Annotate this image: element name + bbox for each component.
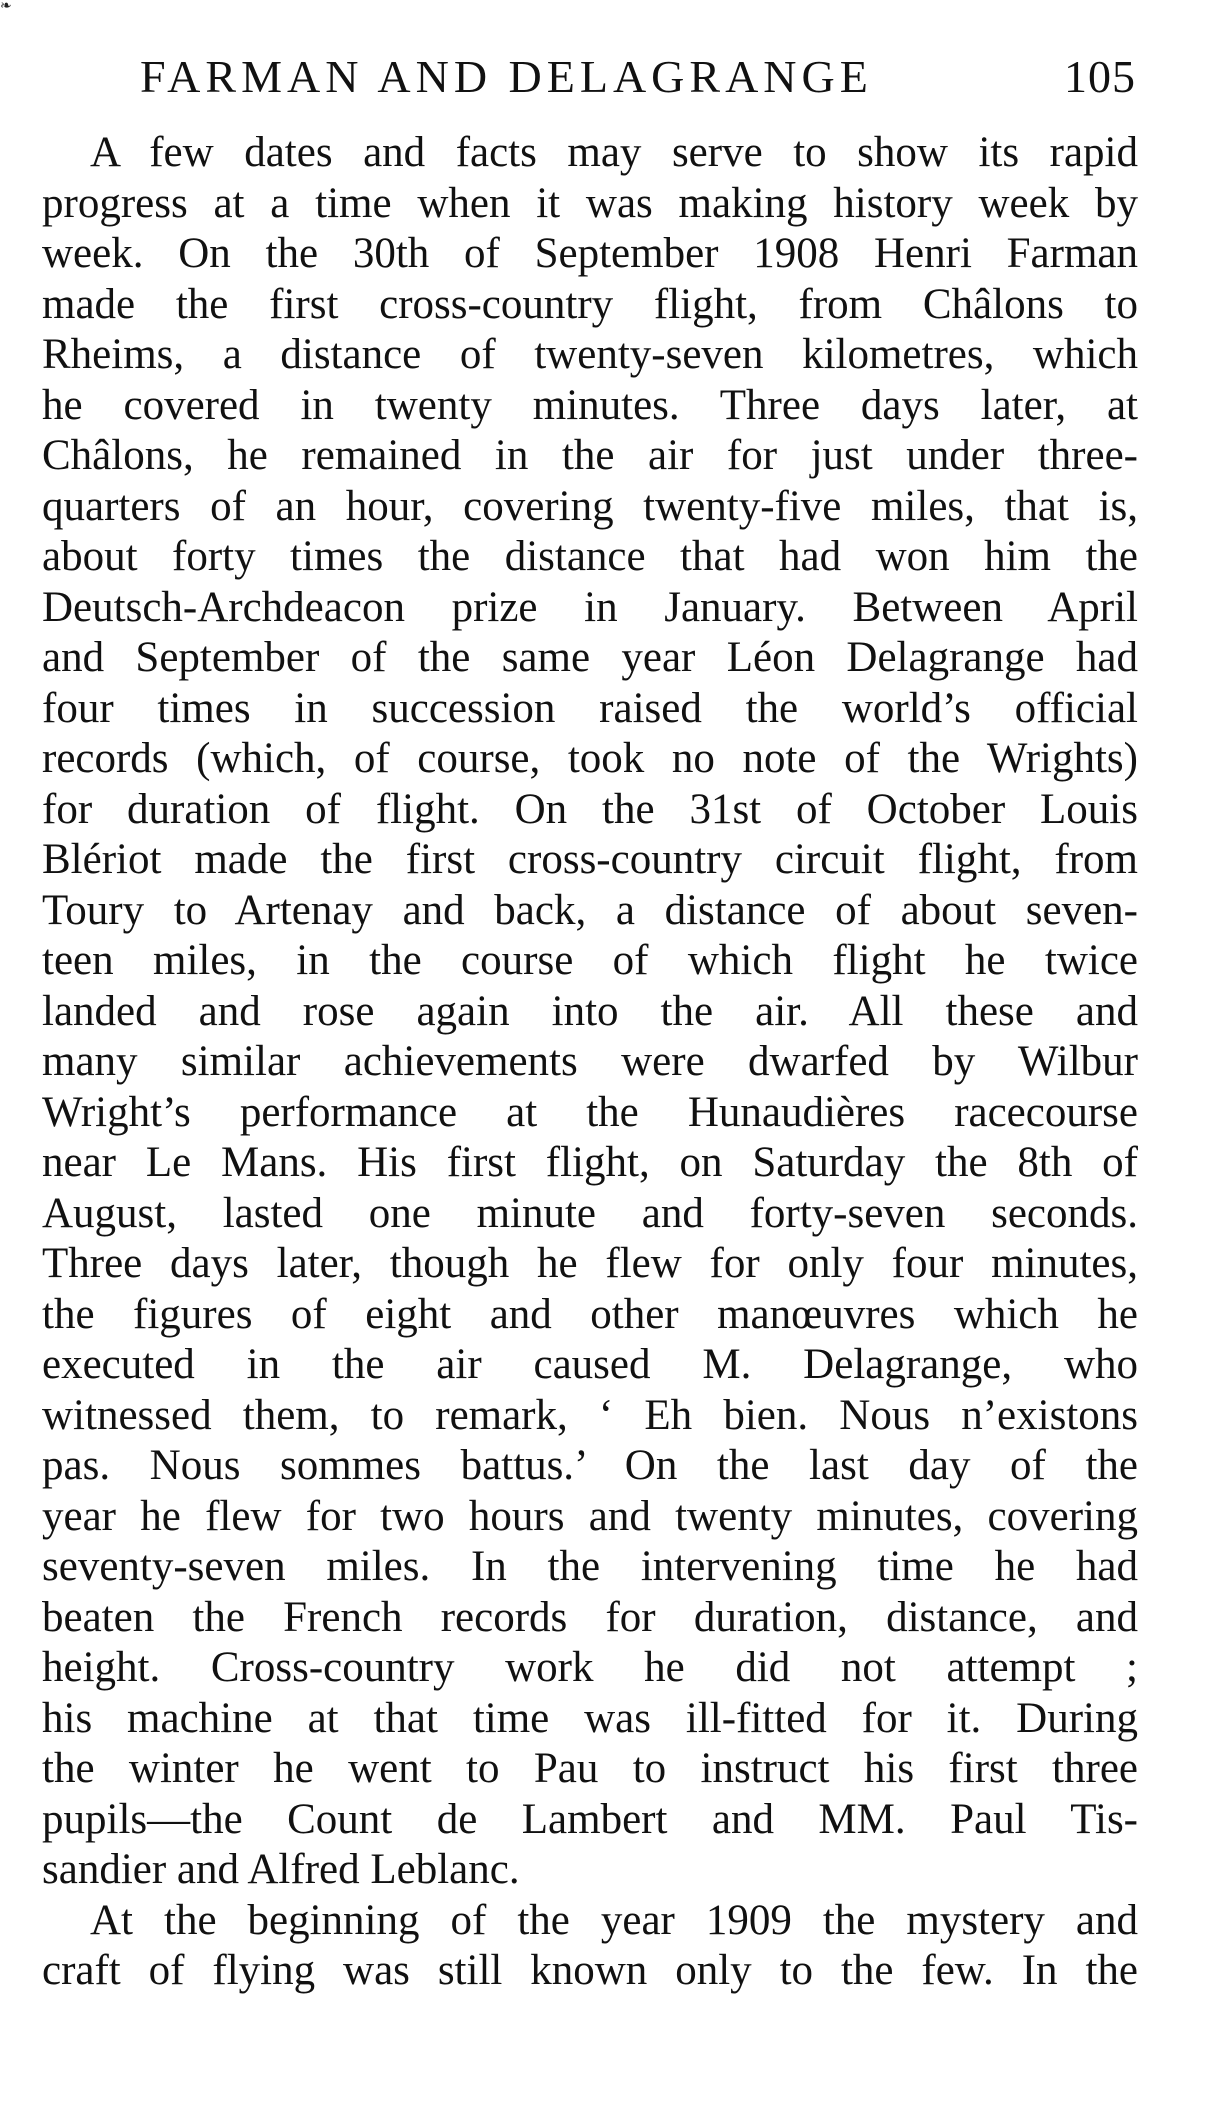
text-line: many similar achievements were dwarfed by Wilbur bbox=[42, 1038, 1138, 1085]
text-line: A few dates and facts may serve to show its rapid bbox=[90, 129, 1138, 176]
text-line: his machine at that time was ill-fitted for it. During bbox=[42, 1694, 1138, 1742]
text-line: Blériot made the first cross-country circuit flight, from bbox=[42, 836, 1138, 883]
text-line: the figures of eight and other manœuvres which he bbox=[42, 1290, 1138, 1338]
text-line: landed and rose again into the air. All these and bbox=[42, 987, 1138, 1035]
text-line: pas. Nous sommes battus.’ On the last day of the bbox=[42, 1442, 1138, 1489]
text-line: Rheims, a distance of twenty-seven kilometres, which bbox=[42, 331, 1138, 378]
text-line: quarters of an hour, covering twenty-five miles, that is, bbox=[42, 482, 1138, 530]
text-line: the winter he went to Pau to instruct his first three bbox=[42, 1745, 1138, 1792]
text-line: pupils—the Count de Lambert and MM. Paul Tis- bbox=[42, 1795, 1138, 1843]
text-line: teen miles, in the course of which flight he twice bbox=[42, 937, 1138, 984]
text-line: height. Cross-country work he did not attempt ; bbox=[42, 1644, 1138, 1691]
text-line: craft of flying was still known only to the few. In the bbox=[42, 1947, 1138, 1994]
text-line: and September of the same year Léon Delagrange had bbox=[42, 634, 1138, 681]
text-line: At the beginning of the year 1909 the mystery and bbox=[90, 1896, 1138, 1944]
text-line: Châlons, he remained in the air for just under three- bbox=[42, 432, 1138, 479]
page-number: 105 bbox=[1064, 51, 1136, 102]
text-line: executed in the air caused M. Delagrange, who bbox=[42, 1341, 1138, 1388]
body-text bbox=[42, 128, 1138, 1997]
paragraph bbox=[42, 1896, 1138, 1997]
text-line: about forty times the distance that had won him the bbox=[42, 533, 1138, 580]
text-line: Toury to Artenay and back, a distance of about seven- bbox=[42, 886, 1138, 934]
corner-printer-mark: ❧ bbox=[0, 0, 12, 14]
paragraph bbox=[42, 128, 1138, 1896]
text-line: seventy-seven miles. In the intervening time he had bbox=[42, 1543, 1138, 1590]
text-line: near Le Mans. His first flight, on Saturday the 8th of bbox=[42, 1139, 1138, 1186]
text-line: records (which, of course, took no note of the Wrights) bbox=[42, 735, 1138, 782]
text-line: sandier and Alfred Leblanc. bbox=[42, 1846, 520, 1893]
text-line: Wright’s performance at the Hunaudières racecourse bbox=[42, 1088, 1138, 1136]
running-head bbox=[140, 46, 1136, 108]
text-line: year he flew for two hours and twenty minutes, covering bbox=[42, 1492, 1138, 1540]
text-line: he covered in twenty minutes. Three days later, at bbox=[42, 381, 1138, 429]
text-line: August, lasted one minute and forty-seven seconds. bbox=[42, 1189, 1138, 1237]
text-line: week. On the 30th of September 1908 Henri Farman bbox=[42, 230, 1138, 277]
text-line: beaten the French records for duration, distance, and bbox=[42, 1593, 1138, 1641]
text-line: made the first cross-country flight, from Châlons to bbox=[42, 280, 1138, 328]
text-line: Three days later, though he flew for only four minutes, bbox=[42, 1240, 1138, 1287]
text-line: Deutsch-Archdeacon prize in January. Between April bbox=[42, 583, 1138, 631]
text-line: witnessed them, to remark, ‘ Eh bien. Nous n’existons bbox=[42, 1391, 1138, 1439]
text-line: progress at a time when it was making history week by bbox=[42, 179, 1138, 227]
running-title: FARMAN AND DELAGRANGE bbox=[140, 51, 873, 102]
text-line: four times in succession raised the world’s official bbox=[42, 684, 1138, 732]
text-line: for duration of flight. On the 31st of October Louis bbox=[42, 785, 1138, 833]
